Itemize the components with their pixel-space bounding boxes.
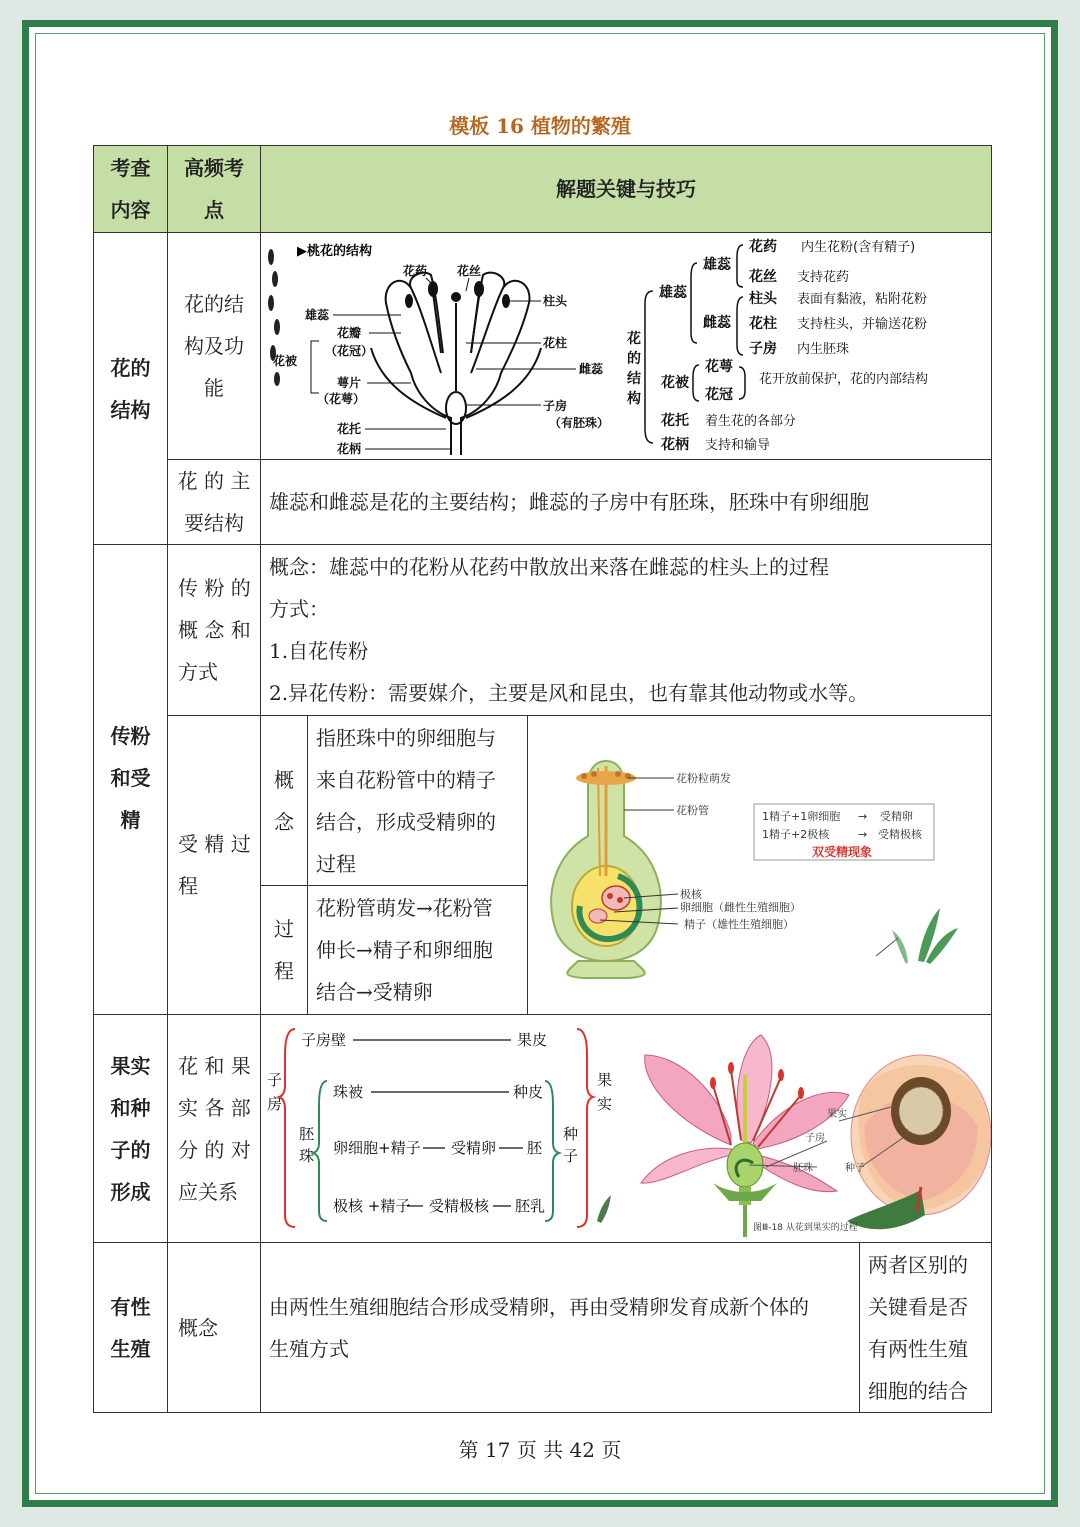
header-col-topic: 高频考 点	[167, 145, 261, 233]
label-calyx: （花萼）	[317, 392, 366, 406]
label-stamen: 雄蕊	[305, 308, 330, 322]
svg-text:结: 结	[627, 371, 641, 387]
box-title: 双受精现象	[812, 845, 873, 859]
label-anther: 花药	[403, 264, 428, 278]
section-pollination-label: 传粉 和受 精	[93, 544, 168, 1015]
diagram-caption: ▶桃花的结构	[297, 244, 372, 259]
tree-stigma-desc: 表面有黏液，粘附花粉	[797, 292, 928, 307]
label-pedicel: 花柄	[337, 442, 362, 456]
fertilization-concept-label: 概 念	[260, 715, 308, 886]
tree-style: 花柱	[749, 316, 777, 332]
svg-text:→: →	[858, 828, 868, 841]
svg-text:雄蕊: 雄蕊	[703, 257, 731, 273]
map-integument: 珠被	[333, 1083, 364, 1101]
label-stigma: 柱头	[543, 294, 568, 308]
flower-diagram-cell	[260, 232, 992, 460]
tree-perianth: 花被	[661, 375, 689, 391]
tree-ovary: 子房	[749, 341, 777, 357]
tree-filament: 花丝	[749, 269, 777, 285]
tree-receptacle: 花托	[661, 413, 689, 429]
fertilization-process-text: 花粉管萌发→花粉管 伸长→精子和卵细胞 结合→受精卵	[307, 885, 528, 1015]
map-lines	[353, 1040, 523, 1206]
label-pistil: 雌蕊	[579, 362, 604, 376]
tree-style-desc: 支持柱头，并输送花粉	[797, 317, 928, 332]
tree-pedicel-desc: 支持和输导	[705, 438, 771, 453]
fert-label-polar-nuclei: 极核	[680, 888, 702, 901]
map-pericarp: 果皮	[517, 1031, 548, 1049]
leaf-decoration-icon	[597, 1195, 611, 1223]
label-sepal: 萼片	[337, 376, 362, 390]
tree-pistil: 雌蕊	[703, 315, 731, 331]
svg-text:→: →	[858, 810, 868, 823]
label-ovule: （有胚珠）	[549, 416, 610, 430]
map-fruit: 实	[597, 1095, 613, 1113]
svg-text:子: 子	[267, 1071, 283, 1089]
map-seed: 子	[563, 1147, 579, 1165]
fruit-mapping-diagram	[261, 1015, 991, 1242]
tree-root-line1: 花	[627, 331, 641, 347]
tree-filament-desc: 支持花药	[797, 270, 850, 285]
map-endosperm: 胚乳	[515, 1197, 546, 1215]
flower-topic-main: 花 的 主 要结构	[167, 459, 261, 545]
photo-label-fruit: 果实	[827, 1109, 847, 1120]
pollination-topic: 传 粉 的 概 念 和 方式	[167, 544, 261, 716]
sexual-content: 由两性生殖细胞结合形成受精卵，再由受精卵发育成新个体的 生殖方式	[260, 1242, 860, 1413]
fert-label-sperm: 精子（雄性生殖细胞）	[684, 918, 794, 931]
photo-caption: 图Ⅲ-18 从花到果实的过程	[753, 1223, 858, 1233]
pollination-concept: 概念：雄蕊中的花粉从花药中散放出来落在雌蕊的柱头上的过程	[269, 555, 829, 579]
map-zygote: 受精卵	[451, 1139, 497, 1157]
section-fruit-label: 果实 和种 子的 形成	[93, 1014, 168, 1243]
label-filament: 花丝	[457, 264, 482, 278]
map-ovary: 房	[267, 1095, 283, 1113]
svg-text:果: 果	[597, 1071, 613, 1089]
svg-text:构: 构	[627, 391, 641, 407]
anther-marks	[405, 281, 510, 308]
label-corolla: （花冠）	[325, 344, 374, 358]
fertilization-diagram-cell	[527, 715, 992, 1015]
box-line2: 1精子+2极核	[762, 828, 830, 841]
section-flower-label: 花的 结构	[93, 232, 168, 545]
map-ovary-wall: 子房壁	[301, 1031, 347, 1049]
fruit-topic: 花 和 果 实 各 部 分 的 对 应关系	[167, 1014, 261, 1243]
tree-pedicel: 花柄	[661, 437, 689, 453]
fertilization-process-label: 过 程	[260, 885, 308, 1015]
label-petal: 花瓣	[337, 326, 362, 340]
svg-text:的: 的	[627, 351, 641, 367]
sexual-note: 两者区别的 关键看是否 有两性生殖 细胞的结合	[859, 1242, 992, 1413]
tree-stigma: 柱头	[749, 291, 777, 307]
plant-decoration-icon	[876, 908, 958, 964]
svg-text:胚: 胚	[299, 1125, 315, 1143]
tree-receptacle-desc: 着生花的各部分	[705, 414, 797, 429]
photo-label-ovule: 胚珠	[793, 1163, 813, 1174]
flower-topic-structure: 花的结 构及功 能	[167, 232, 261, 460]
map-fert-polar: 受精极核	[429, 1197, 490, 1215]
pollination-self: 1.自花传粉	[269, 639, 369, 663]
sexual-topic: 概念	[167, 1242, 261, 1413]
tree-calyx: 花萼	[705, 359, 733, 375]
tree-perianth-desc: 花开放前保护，花的内部结构	[759, 372, 929, 387]
tree-corolla: 花冠	[705, 387, 733, 403]
map-egg: 卵细胞+精子	[333, 1139, 421, 1157]
tree-anther-desc: 内生花粉(含有精子)	[801, 240, 916, 255]
label-perianth: 花被	[273, 354, 298, 368]
label-receptacle: 花托	[337, 422, 362, 436]
fert-label-egg: 卵细胞（雌性生殖细胞）	[680, 901, 801, 914]
double-fertilization-diagram	[528, 716, 991, 1014]
photo-label-seed: 种子	[845, 1163, 865, 1174]
photo-label-ovary: 子房	[805, 1133, 825, 1144]
box-res2: 受精极核	[878, 828, 922, 841]
flower-to-fruit-picture	[641, 1035, 991, 1237]
tree-stamen: 雄蕊	[659, 285, 687, 301]
page-title: 模板 16 植物的繁殖	[449, 114, 631, 138]
fertilization-concept-text: 指胚珠中的卵细胞与 来自花粉管中的精子 结合，形成受精卵的 过程	[307, 715, 528, 886]
tree-ovary-desc: 内生胚珠	[797, 342, 850, 357]
fruit-diagram-cell	[260, 1014, 992, 1243]
map-seed-coat: 种皮	[513, 1083, 544, 1101]
map-embryo: 胚	[527, 1139, 543, 1157]
section-sexual-label: 有性 生殖	[93, 1242, 168, 1413]
page-number: 第 17 页 共 42 页	[458, 1438, 622, 1462]
fert-label-pollen-germination: 花粉粒萌发	[676, 772, 731, 785]
box-line1: 1精子+1卵细胞	[762, 810, 841, 823]
tree-anther: 花药	[749, 239, 777, 255]
flower-structure-diagram	[261, 233, 991, 459]
box-res1: 受精卵	[880, 810, 913, 823]
svg-text:种: 种	[563, 1125, 579, 1143]
pollination-cross: 2.异花传粉：需要媒介，主要是风和昆虫，也有靠其他动物或水等。	[269, 681, 869, 705]
map-ovule: 珠	[299, 1147, 315, 1165]
header-col-key: 解题关键与技巧	[260, 145, 992, 233]
label-style: 花柱	[543, 336, 568, 350]
header-col-content: 考查 内容	[93, 145, 168, 233]
flower-main-content: 雄蕊和雌蕊是花的主要结构；雌蕊的子房中有胚珠，胚珠中有卵细胞	[260, 459, 992, 545]
pollination-content	[260, 544, 992, 716]
label-ovary: 子房	[543, 399, 568, 413]
pollination-methods: 方式：	[269, 597, 329, 621]
map-polar: 极核 +精子	[333, 1197, 411, 1215]
fertilization-topic: 受 精 过 程	[167, 715, 261, 1015]
fert-label-pollen-tube: 花粉管	[676, 804, 709, 817]
